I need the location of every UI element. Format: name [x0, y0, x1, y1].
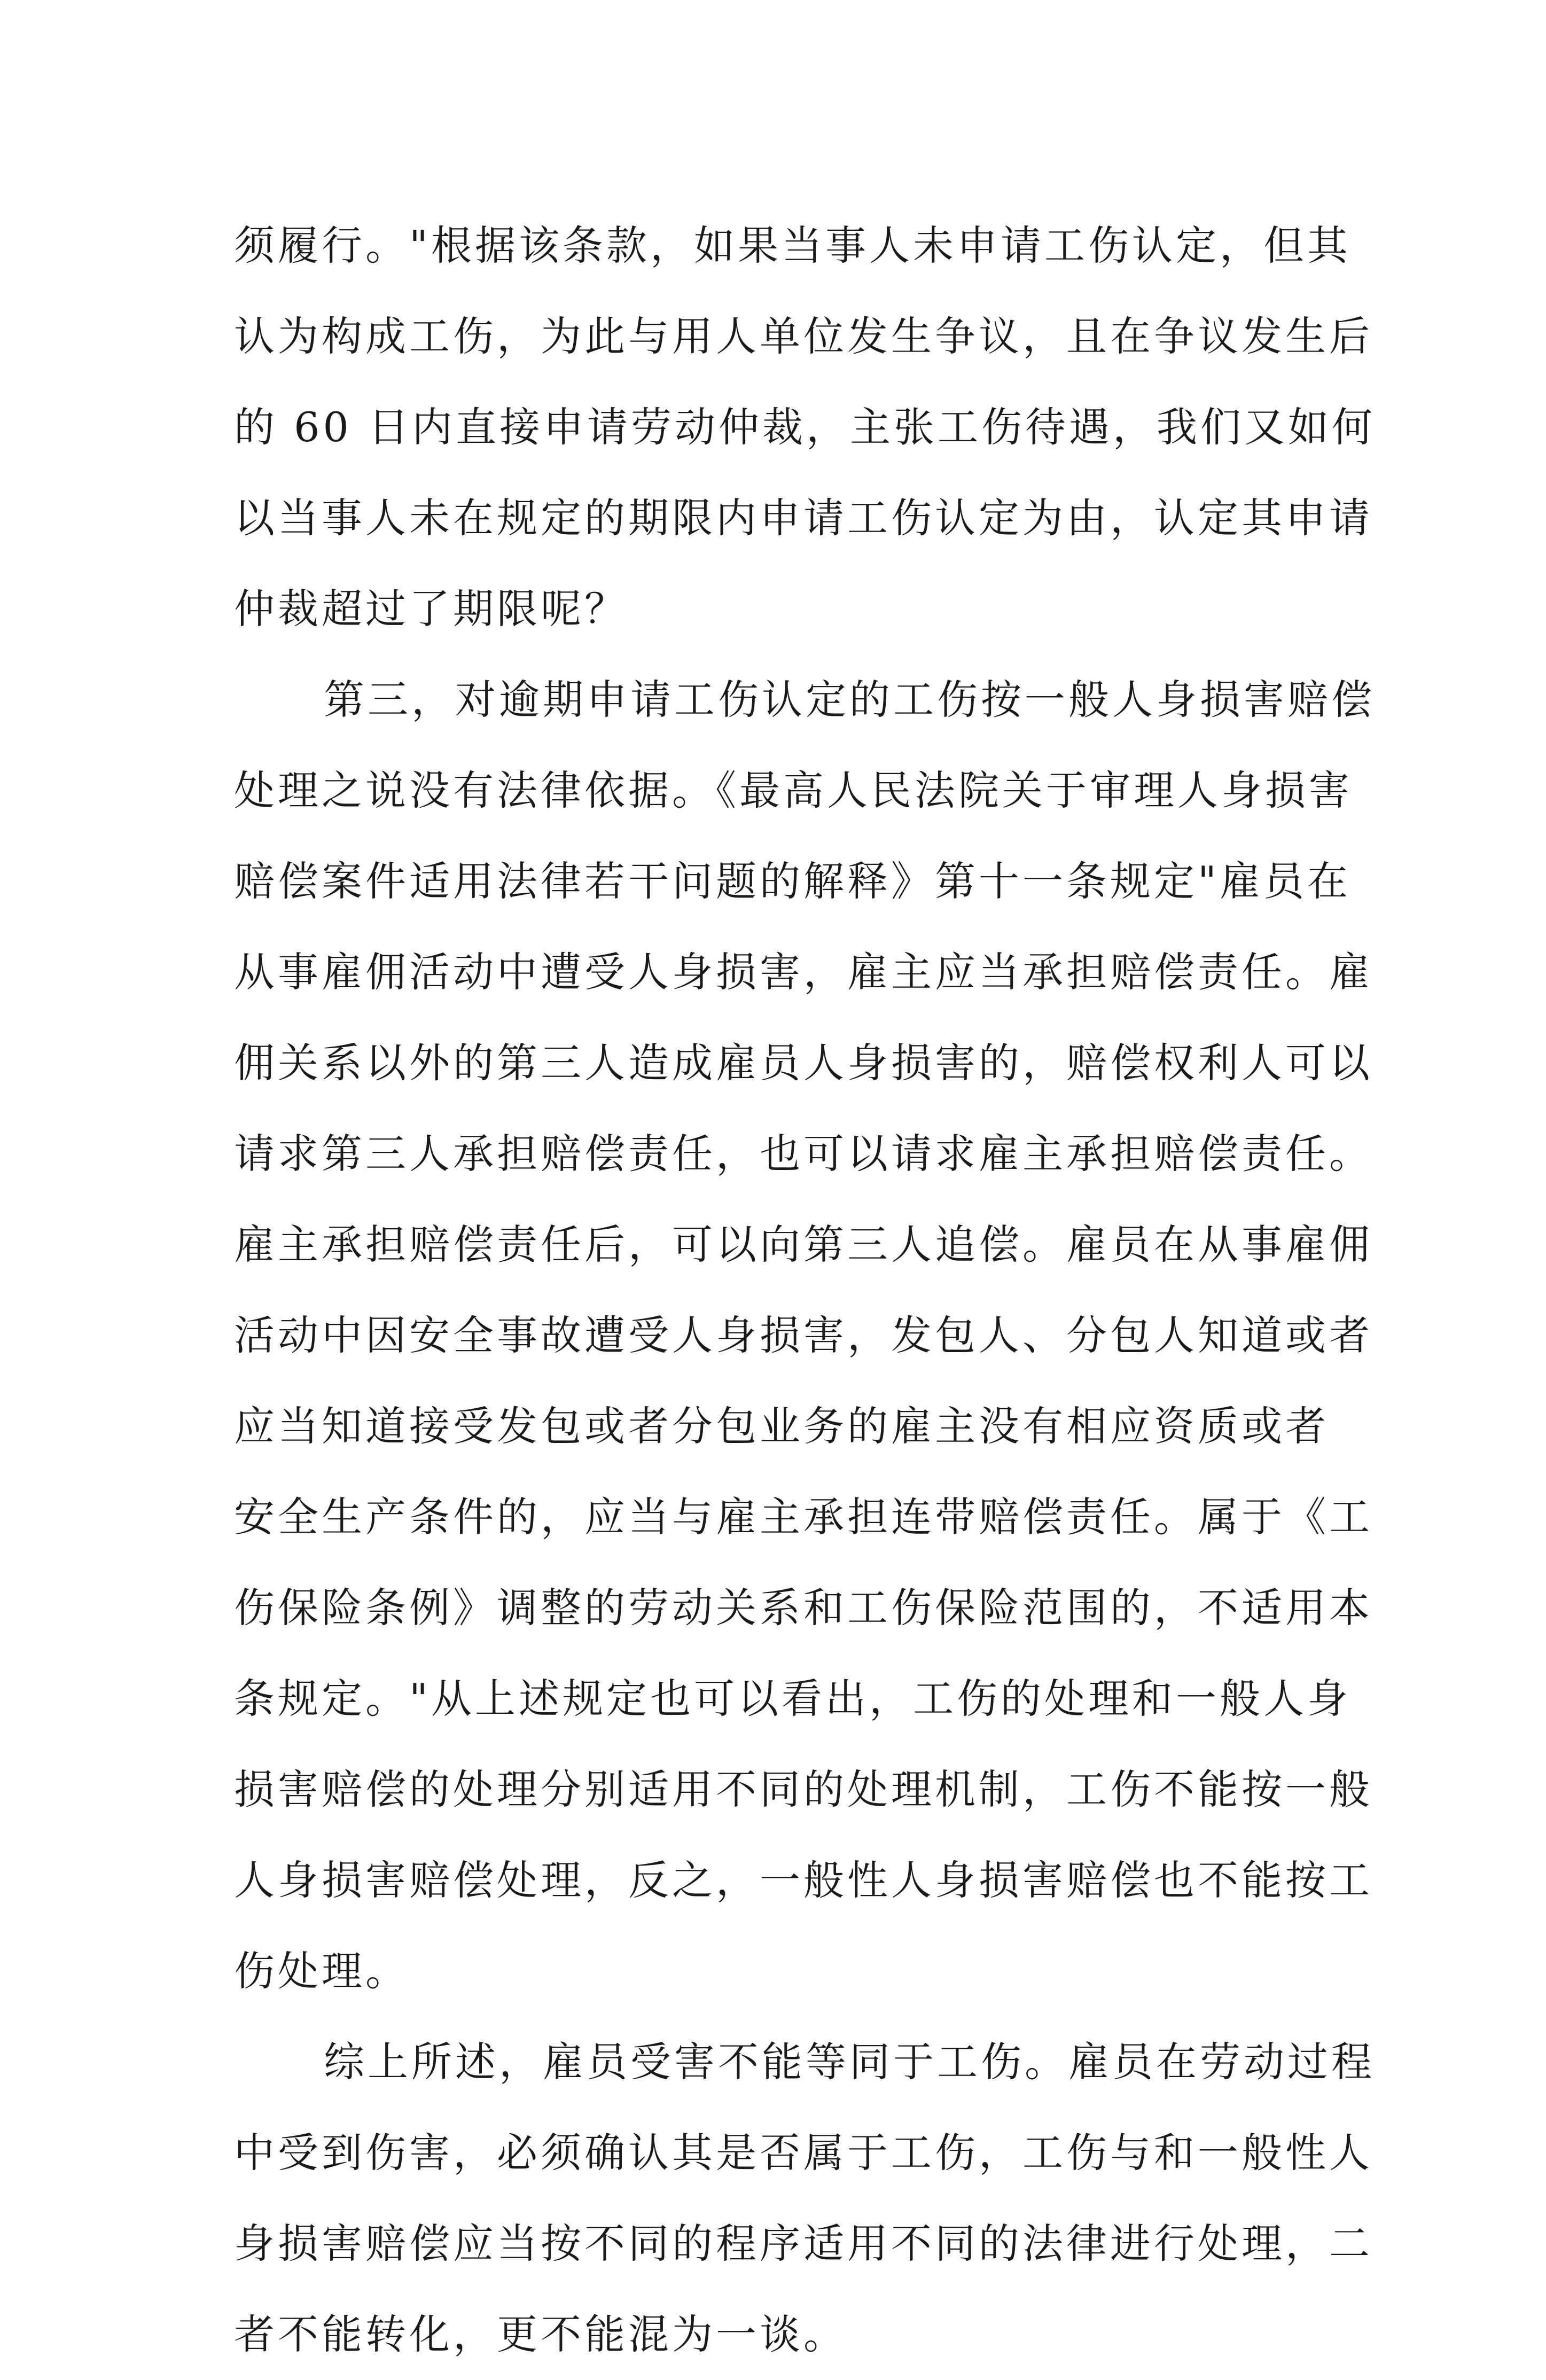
body-text: [234, 200, 1376, 2380]
text-line: 中受到伤害，必须确认其是否属于工伤，工伤与和一般性人: [234, 2129, 1373, 2176]
text-line: 请求第三人承担赔偿责任，也可以请求雇主承担赔偿责任。: [234, 1130, 1373, 1177]
text-line: 人身损害赔偿处理，反之，一般性人身损害赔偿也不能按工: [234, 1856, 1373, 1904]
text-line: 以当事人未在规定的期限内申请工伤认定为由，认定其申请: [234, 494, 1373, 542]
text-line: 安全生产条件的，应当与雇主承担连带赔偿责任。属于《工: [234, 1493, 1373, 1541]
text-line: 伤保险条例》调整的劳动关系和工伤保险范围的，不适用本: [234, 1584, 1373, 1632]
text-line: 认为构成工伤，为此与用人单位发生争议，且在争议发生后: [234, 313, 1373, 360]
text-line: 活动中因安全事故遭受人身损害，发包人、分包人知道或者: [234, 1312, 1373, 1359]
text-line: 条规定。"从上述规定也可以看出，工伤的处理和一般人身: [234, 1675, 1351, 1722]
paragraph-first-line: 综上所述，雇员受害不能等同于工伤。雇员在劳动过程: [324, 2038, 1375, 2086]
text-line: 处理之说没有法律依据。《最高人民法院关于审理人身损害: [234, 767, 1353, 814]
text-line: 的 60 日内直接申请劳动仲裁，主张工伤待遇，我们又如何: [234, 403, 1376, 451]
text-line: 须履行。"根据该条款，如果当事人未申请工伤认定，但其: [234, 222, 1351, 269]
text-line: 雇主承担赔偿责任后，可以向第三人追偿。雇员在从事雇佣: [234, 1221, 1373, 1268]
text-line: 身损害赔偿应当按不同的程序适用不同的法律进行处理，二: [234, 2220, 1373, 2267]
paragraph-first-line: 第三，对逾期申请工伤认定的工伤按一般人身损害赔偿: [324, 676, 1375, 723]
text-line: 佣关系以外的第三人造成雇员人身损害的，赔偿权利人可以: [234, 1039, 1373, 1087]
text-line: 从事雇佣活动中遭受人身损害，雇主应当承担赔偿责任。雇: [234, 948, 1373, 996]
text-line: 应当知道接受发包或者分包业务的雇主没有相应资质或者: [234, 1402, 1329, 1450]
text-line: 伤处理。: [234, 1947, 409, 1995]
text-line: 损害赔偿的处理分别适用不同的处理机制，工伤不能按一般: [234, 1766, 1373, 1813]
text-line: 赔偿案件适用法律若干问题的解释》第十一条规定"雇员在: [234, 857, 1351, 905]
text-line: 者不能转化，更不能混为一谈。: [234, 2311, 847, 2358]
text-line: 仲裁超过了期限呢？: [234, 585, 628, 633]
